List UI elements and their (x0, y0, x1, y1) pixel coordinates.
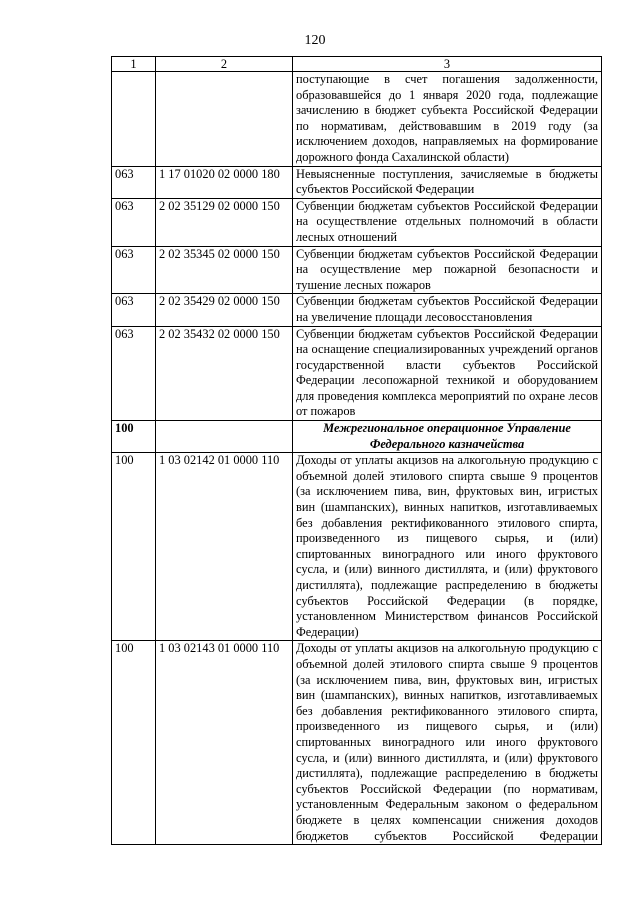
admin-code-cell: 100 (112, 421, 156, 453)
admin-code-cell: 100 (112, 641, 156, 845)
column-header-1: 1 (112, 57, 156, 72)
kbk-code-cell: 1 17 01020 02 0000 180 (156, 166, 293, 198)
kbk-code-cell: 2 02 35429 02 0000 150 (156, 294, 293, 326)
description-cell: Субвенции бюджетам субъектов Российской Федерации на осуществление мер пожарной безопасности и тушение лесных пожаров (293, 246, 602, 294)
table-row (112, 166, 602, 198)
admin-code-cell (112, 72, 156, 167)
kbk-code-cell: 2 02 35345 02 0000 150 (156, 246, 293, 294)
description-cell: Доходы от уплаты акцизов на алкогольную продукцию с объемной долей этилового спирта свыше 9 процентов (за исключением пива, вин, фруктовых вин, игристых вин (шампанских), винных напитков, изготавливаемых без добавления ректификованного этилового спирта, произведенного из пищевого сырья, и (или) спиртованных виноградного или иного фруктового сусла, и (или) винного дистиллята, и (или) фруктового дистиллята), подлежащие распределению в бюджеты субъектов Российской Федерации (по нормативам, установленным Федеральным законом о федеральном бюджете в целях компенсации снижения доходов бюджетов субъектов Российской Федерации (293, 641, 602, 845)
table-row (112, 294, 602, 326)
revenue-classification-table (111, 56, 602, 845)
table-row (112, 246, 602, 294)
description-cell: поступающие в счет погашения задолженности, образовавшейся до 1 января 2020 года, подлежащие зачислению в бюджет субъекта Российской Федерации по нормативам, действовавшим в 2019 году (за исключением доходов, направляемых на формирование дорожного фонда Сахалинской области) (293, 72, 602, 167)
admin-code-cell: 063 (112, 166, 156, 198)
kbk-code-cell (156, 421, 293, 453)
kbk-code-cell: 2 02 35129 02 0000 150 (156, 198, 293, 246)
table-row (112, 198, 602, 246)
page-number: 120 (304, 33, 326, 48)
section-heading-cell: Межрегиональное операционное Управление Федерального казначейства (293, 421, 602, 453)
description-cell: Субвенции бюджетам субъектов Российской Федерации на осуществление отдельных полномочий в области лесных отношений (293, 198, 602, 246)
admin-code-cell: 063 (112, 326, 156, 421)
table-row (112, 641, 602, 845)
column-header-2: 2 (156, 57, 293, 72)
table-row (112, 326, 602, 421)
description-cell: Доходы от уплаты акцизов на алкогольную продукцию с объемной долей этилового спирта свыше 9 процентов (за исключением пива, вин, фруктовых вин, игристых вин (шампанских), винных напитков, изготавливаемых без добавления ректификованного этилового спирта, произведенного из пищевого сырья, и (или) спиртованных виноградного или иного фруктового сусла, и (или) винного дистиллята, и (или) фруктового дистиллята), подлежащие распределению в бюджеты субъектов Российской Федерации (в порядке, установленном Министерством финансов Российской Федерации) (293, 453, 602, 641)
kbk-code-cell: 1 03 02143 01 0000 110 (156, 641, 293, 845)
table-row (112, 453, 602, 641)
column-header-3: 3 (293, 57, 602, 72)
admin-code-cell: 063 (112, 198, 156, 246)
description-cell: Субвенции бюджетам субъектов Российской Федерации на оснащение специализированных учреждений органов государственной власти субъектов Российской Федерации лесопожарной техникой и оборудованием для проведения комплекса мероприятий по охране лесов от пожаров (293, 326, 602, 421)
admin-code-cell: 100 (112, 453, 156, 641)
kbk-code-cell: 2 02 35432 02 0000 150 (156, 326, 293, 421)
admin-code-cell: 063 (112, 246, 156, 294)
kbk-code-cell: 1 03 02142 01 0000 110 (156, 453, 293, 641)
description-cell: Невыясненные поступления, зачисляемые в бюджеты субъектов Российской Федерации (293, 166, 602, 198)
table-row (112, 72, 602, 167)
description-cell: Субвенции бюджетам субъектов Российской Федерации на увеличение площади лесовосстановления (293, 294, 602, 326)
section-heading-row (112, 421, 602, 453)
table-header-row (112, 57, 602, 72)
kbk-code-cell (156, 72, 293, 167)
admin-code-cell: 063 (112, 294, 156, 326)
